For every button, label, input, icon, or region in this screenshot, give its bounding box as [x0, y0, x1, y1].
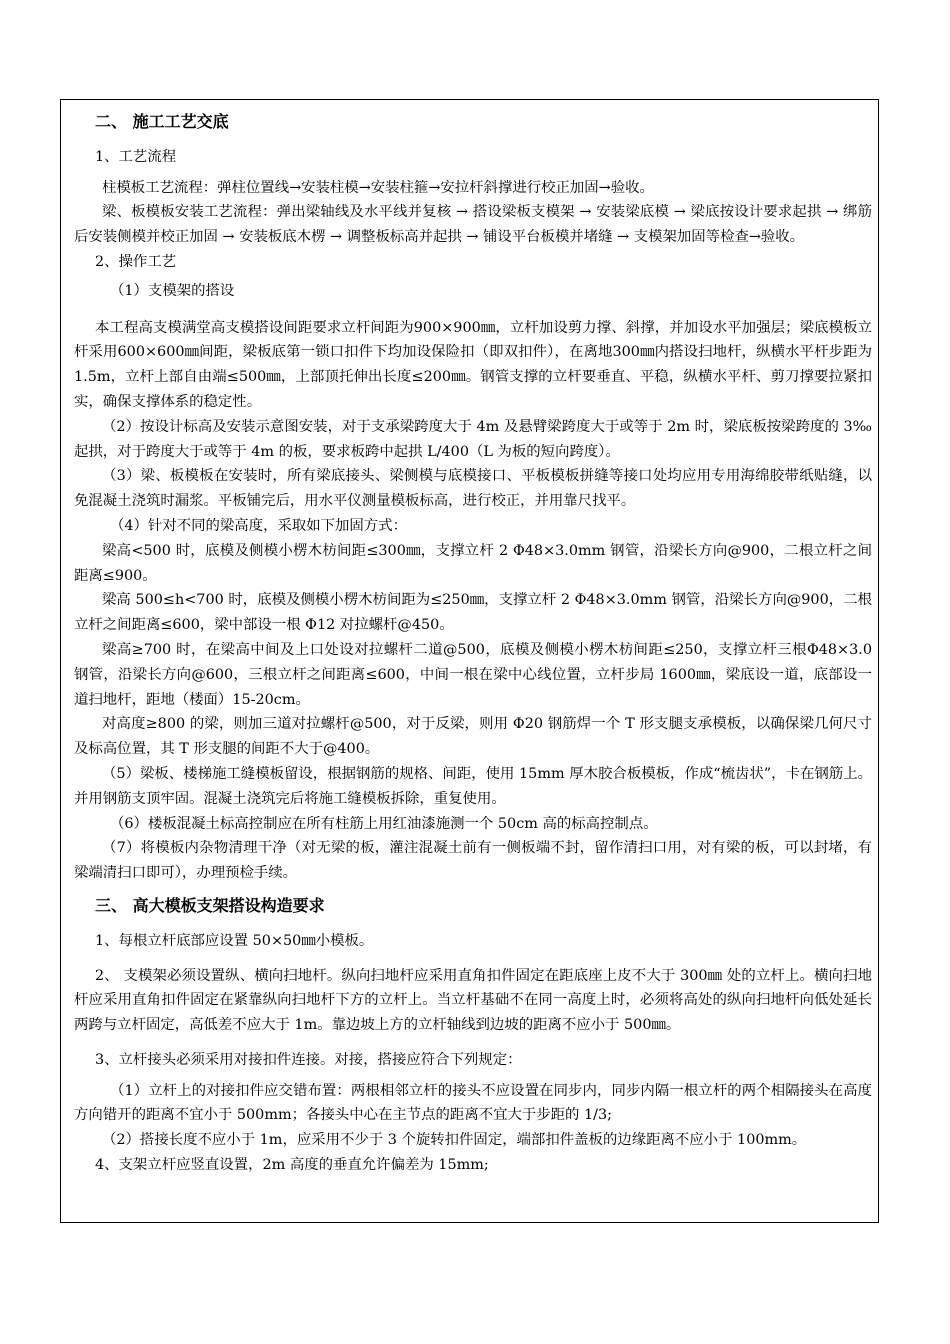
document-body	[74, 110, 872, 1178]
section-2-heading: 二、 施工工艺交底	[95, 112, 229, 131]
op-1-title: （1）支模架的搭设	[110, 282, 235, 299]
op-1-text: 本工程高支模满堂高支模搭设间距要求立杆间距为900×900㎜，立杆加设剪力撑、斜撑，并加设水平加强层；梁底模板立杆采用600×600㎜间距，梁板底第一锁口扣件下均加设保险扣（即双扣件），在离地300㎜内搭设扫地杆，纵横水平杆步距为1.5m，立杆上部自由端≤500㎜，上部顶托伸出长度≤200㎜。钢管支撑的立杆要垂直、平稳，纵横水平杆、剪刀撑要拉紧扣实，确保支撑体系的稳定性。	[74, 319, 872, 410]
column-formwork-flow: 柱模板工艺流程：弹柱位置线→安装柱模→安装柱箍→安拉杆斜撑进行校正加固→验收。	[102, 179, 654, 196]
op-6-text: （6）楼板混凝土标高控制应在所有柱筋上用红油漆施测一个 50cm 高的标高控制点。	[110, 815, 658, 832]
beam-slab-formwork-flow: 梁、板模板安装工艺流程：弹出梁轴线及水平线并复核 → 搭设梁板支模架 → 安装梁底模 → 梁底按设计要求起拱 → 绑筋后安装侧模并校正加固 → 安装板底木楞 → 调整板标高并起拱 → 铺设平台板模并堵缝 → 支模架加固等检查→验收。	[74, 204, 872, 246]
op-4-case-b: 梁高 500≤h<700 时，底模及侧模小楞木枋间距为≤250㎜，支撑立杆 2 Φ48×3.0mm 钢管，沿梁长方向@900，二根立杆之间距离≤600，梁中部设一根 Φ12 对拉螺杆@450。	[74, 592, 872, 634]
req-item-2: 2、 支模架必须设置纵、横向扫地杆。纵向扫地杆应采用直角扣件固定在距底座上皮不大于 300㎜ 处的立杆上。横向扫地杆应采用直角扣件固定在紧靠纵向扫地杆下方的立杆上。当立杆基础不在同一高度上时，必须将高处的纵向扫地杆向低处延长两跨与立杆固定，高低差不应大于 1m。靠边坡上方的立杆轴线到边坡的距离不应小于 500㎜。	[74, 967, 872, 1034]
op-2-text: （2）按设计标高及安装示意图安装，对于支承梁跨度大于 4m 及悬臂梁跨度大于或等于 2m 时，梁底板按梁跨度的 3‰起拱，对于跨度大于或等于 4m 的板，要求板跨中起拱 L/400（L 为板的短向跨度）。	[74, 418, 872, 460]
op-3-text: （3）梁、板模板在安装时，所有梁底接头、梁侧模与底模接口、平板模板拼缝等接口处均应用专用海绵胶带纸贴缝，以免混凝土浇筑时漏浆。平板铺完后，用水平仪测量模板标高，进行校正，并用靠尺找平。	[74, 468, 872, 510]
op-4-case-d: 对高度≥800 的梁，则加三道对拉螺杆@500，对于反梁，则用 Φ20 钢筋焊一个 T 形支腿支承模板，以确保梁几何尺寸及标高位置，其 T 形支腿的间距不大于@400。	[74, 716, 872, 758]
op-7-text: （7）将模板内杂物清理干净（对无梁的板，灌注混凝土前有一侧板端不封，留作清扫口用，对有梁的板，可以封堵，有梁端清扫口即可），办理预检手续。	[74, 840, 872, 882]
op-4-case-a: 梁高<500 时，底模及侧模小楞木枋间距≤300㎜，支撑立杆 2 Φ48×3.0mm 钢管，沿梁长方向@900，二根立杆之间距离≤900。	[74, 542, 872, 584]
req-item-4: 4、支架立杆应竖直设置，2m 高度的垂直允许偏差为 15mm;	[95, 1157, 489, 1174]
process-flow-title: 1、工艺流程	[95, 148, 177, 165]
req-item-3: 3、立杆接头必须采用对接扣件连接。对接，搭接应符合下列规定：	[95, 1051, 522, 1068]
req-item-3-1: （1）立杆上的对接扣件应交错布置：两根相邻立杆的接头不应设置在同步内，同步内隔一根立杆的两个相隔接头在高度方向错开的距离不宜小于 500mm；各接头中心在主节点的距离不宜大于步距的 1/3;	[74, 1082, 872, 1124]
section-3-heading: 三、 高大模板支架搭设构造要求	[95, 895, 325, 915]
op-4-title: （4）针对不同的梁高度，采取如下加固方式：	[110, 517, 407, 534]
operation-title: 2、操作工艺	[95, 253, 177, 270]
req-item-1: 1、每根立杆底部应设置 50×50㎜小模板。	[95, 932, 374, 949]
op-4-case-c: 梁高≥700 时，在梁高中间及上口处设对拉螺杆二道@500，底模及侧模小楞木枋间距≤250，支撑立杆三根Φ48×3.0 钢管，沿梁长方向@600，三根立杆之间距离≤600，中间一根在梁中心线位置，立杆步局 1600㎜，梁底设一道，底部设一道扫地杆，距地（楼面）15-20cm。	[74, 641, 872, 708]
op-5-text: （5）梁板、楼梯施工缝模板留设，根据钢筋的规格、间距，使用 15mm 厚木胶合板模板，作成“梳齿状”，卡在钢筋上。并用钢筋支顶牢固。混凝土浇筑完后将施工缝模板拆除，重复使用。	[74, 765, 872, 807]
req-item-3-2: （2）搭接长度不应小于 1m，应采用不少于 3 个旋转扣件固定，端部扣件盖板的边缘距离不应小于 100mm。	[102, 1132, 807, 1149]
